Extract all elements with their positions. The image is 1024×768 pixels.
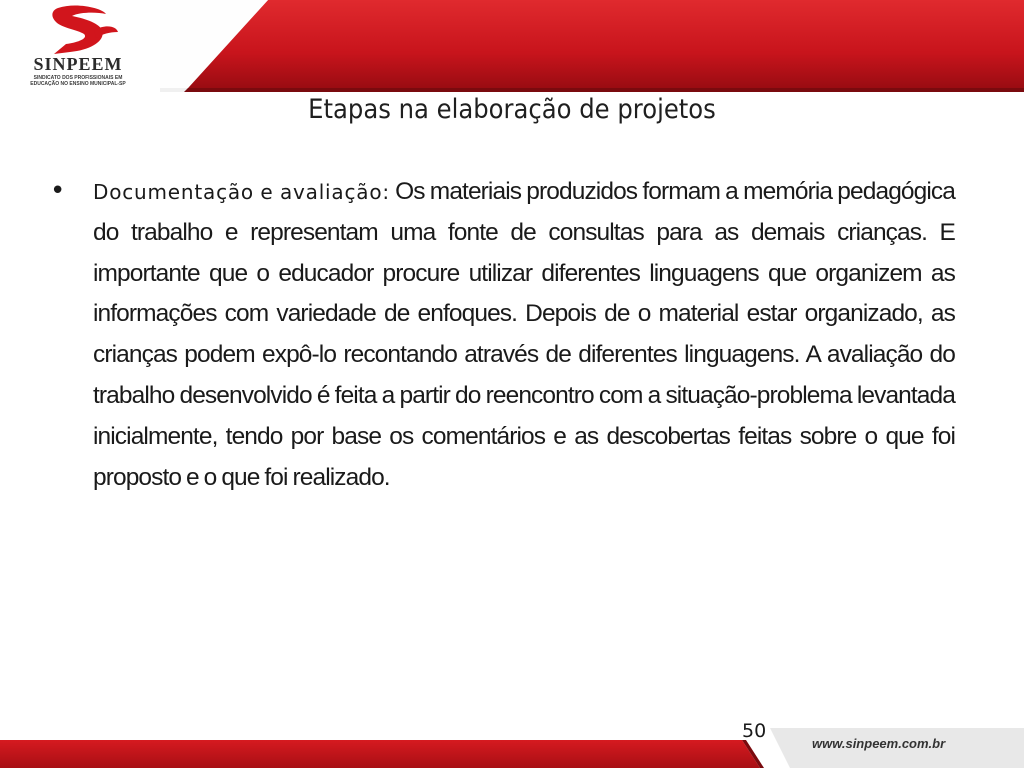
page-number: 50 [742, 720, 767, 742]
sinpeem-logo-mark-icon [36, 4, 120, 56]
logo-subtitle [12, 75, 144, 87]
logo-subtitle-line2: EDUCAÇÃO NO ENSINO MUNICIPAL-SP [30, 81, 126, 87]
sinpeem-logo [8, 2, 148, 90]
logo-name: SINPEEM [33, 54, 123, 74]
bullet-paragraph [93, 172, 955, 498]
footer-url[interactable]: www.sinpeem.com.br [812, 736, 946, 751]
bullet-icon: • [50, 176, 66, 206]
paragraph-body: Os materiais produzidos formam a memória pedagógica do trabalho e representam uma fonte de consultas para as demais crianças. E importante que o educador procure utilizar diferentes linguagens que organizem as informações com variedade de enfoques. Depois de o material estar organizado, as crianças podem expô-lo recontando através de diferentes linguagens. A avaliação do trabalho desenvolvido é feita a partir do reencontro com a situação-problema levantada inicialmente, tendo por base os comentários e as descobertas feitas sobre o que foi proposto e o que foi realizado. [93, 178, 955, 491]
slide-title: Etapas na elaboração de projetos [308, 94, 716, 125]
lead-term: Documentação e avaliação: [93, 180, 390, 204]
header-band [0, 0, 1024, 92]
logo-subtitle-line1: SINDICATO DOS PROFISSIONAIS EM [33, 75, 123, 81]
